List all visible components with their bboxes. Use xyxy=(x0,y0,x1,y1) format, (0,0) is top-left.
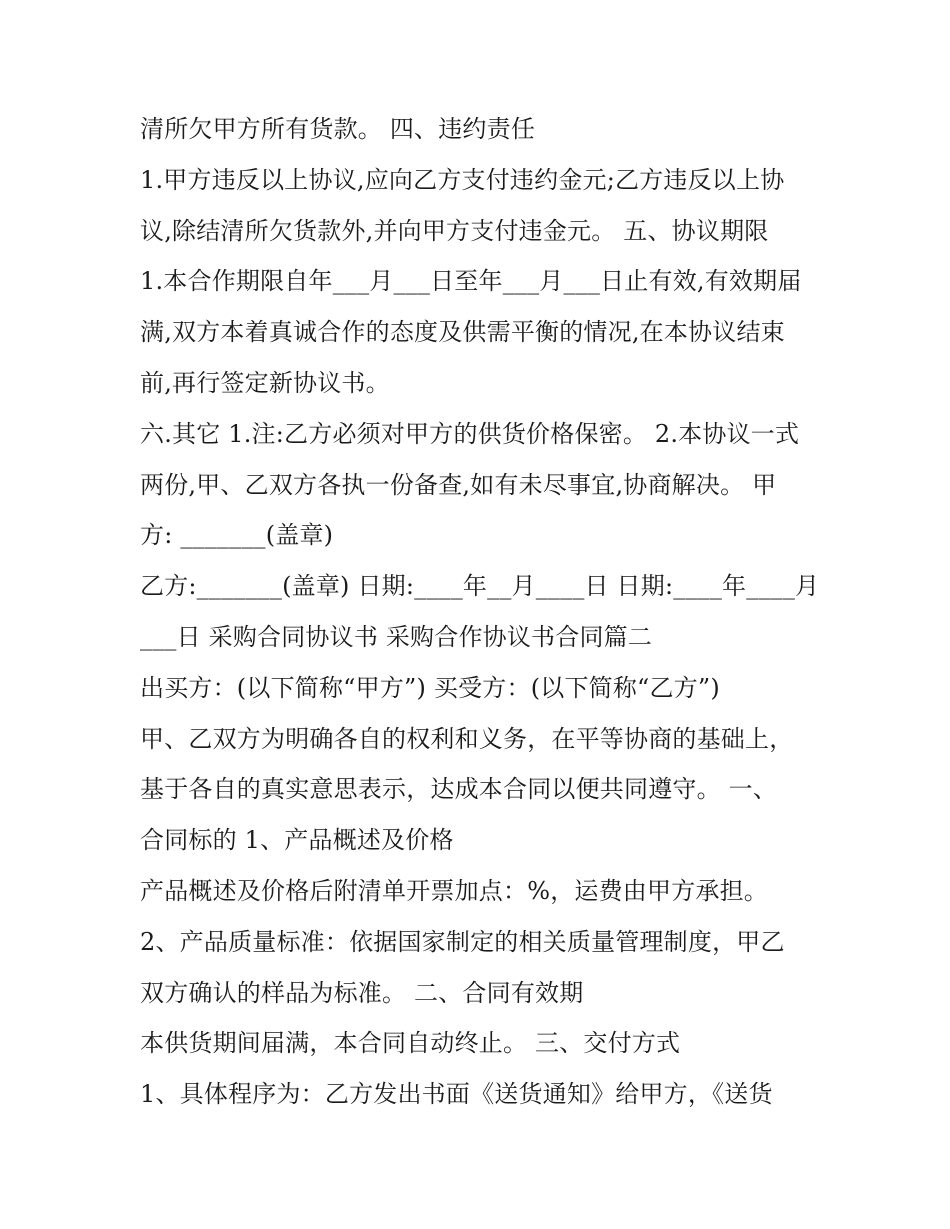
text-line: 1.本合作期限自年___月___日至年___月___日止有效,有效期届 xyxy=(140,267,802,296)
text-line: 合同标的 1、产品概述及价格 xyxy=(140,826,454,855)
text-line: 1.甲方违反以上协议,应向乙方支付违约金元;乙方违反以上协 xyxy=(140,165,785,194)
text-line: 甲、乙双方为明确各自的权利和义务，在平等协商的基础上， xyxy=(140,724,794,753)
text-line: 满,双方本着真诚合作的态度及供需平衡的情况,在本协议结束 xyxy=(140,318,785,347)
text-line: ___日 采购合同协议书 采购合作协议书合同篇二 xyxy=(140,622,653,651)
text-line: 六.其它 1.注:乙方必须对甲方的供货价格保密。 2.本协议一式 xyxy=(140,419,800,448)
text-line: 议,除结清所欠货款外,并向甲方支付违金元。 五、协议期限 xyxy=(140,216,769,245)
document-body xyxy=(140,104,820,1120)
text-line: 2、产品质量标准：依据国家制定的相关质量管理制度，甲乙 xyxy=(140,927,785,956)
text-line: 方: _______(盖章) xyxy=(140,521,334,550)
text-line: 两份,甲、乙双方各执一份备查,如有未尽事宜,协商解决。 甲 xyxy=(140,470,777,499)
text-line: 出买方：(以下简称“甲方”) 买受方：(以下简称“乙方”) xyxy=(140,673,720,702)
text-line: 本供货期间届满，本合同自动终止。 三、交付方式 xyxy=(140,1029,681,1058)
text-line: 1、具体程序为：乙方发出书面《送货通知》给甲方，《送货 xyxy=(140,1080,773,1109)
text-line: 双方确认的样品为标准。 二、合同有效期 xyxy=(140,978,584,1007)
text-line: 前,再行签定新协议书。 xyxy=(140,368,390,397)
text-line: 清所欠甲方所有货款。 四、违约责任 xyxy=(140,115,536,143)
text-line: 乙方:_______(盖章) 日期:____年__月____日 日期:____年____月 xyxy=(140,572,820,601)
text-line: 基于各自的真实意思表示，达成本合同以便共同遵守。 一、 xyxy=(140,775,778,804)
text-line: 产品概述及价格后附清单开票加点：%，运费由甲方承担。 xyxy=(140,876,769,905)
